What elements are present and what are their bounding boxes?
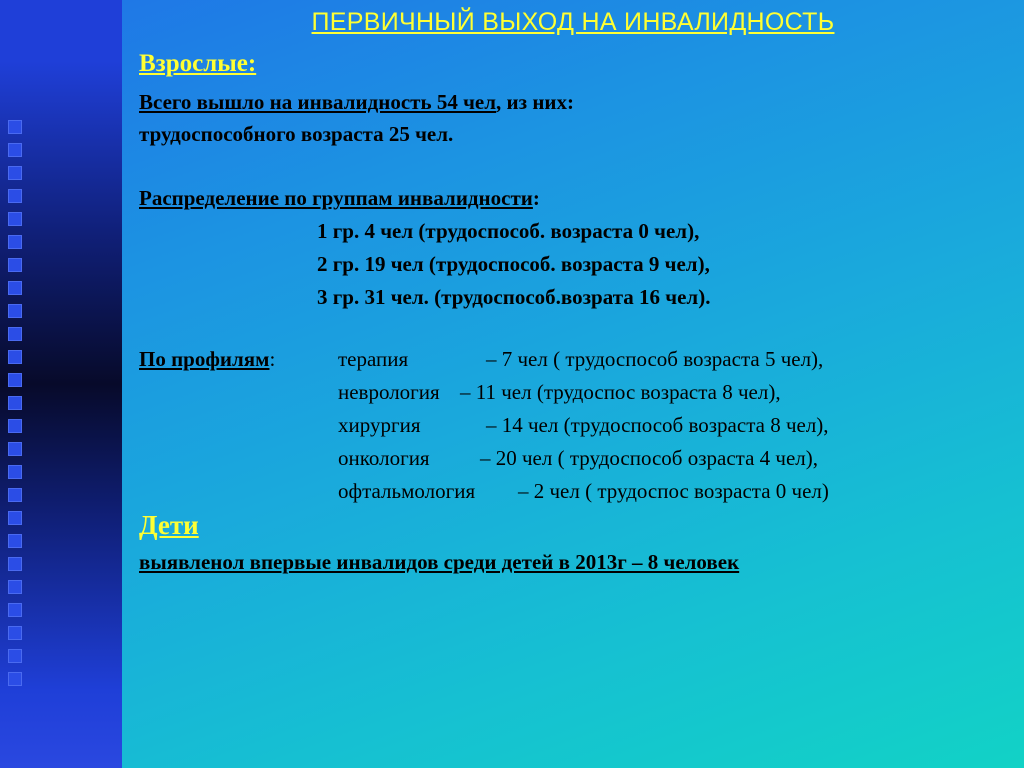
groups-heading-colon: :: [532, 186, 540, 210]
adults-total: [139, 90, 574, 115]
decorative-squares: [8, 120, 26, 695]
group-line-2: 2 гр. 19 чел (трудоспособ. возраста 9 чел),: [317, 252, 710, 276]
profiles-heading-text: По профилям: [139, 347, 270, 371]
adults-total-suffix: , из них:: [496, 90, 575, 114]
profile-detail-ophthalmology: – 2 чел ( трудоспос возраста 0 чел): [518, 479, 829, 503]
groups-heading-text: Распределение по группам инвалидности: [139, 186, 533, 210]
children-heading: Дети: [139, 510, 199, 540]
adults-total-prefix: Всего вышло на инвалидность 54 чел: [139, 90, 497, 114]
profile-detail-oncology: – 20 чел ( трудоспособ озраста 4 чел),: [480, 446, 819, 470]
group-line-1: 1 гр. 4 чел (трудоспособ. возраста 0 чел),: [317, 219, 700, 243]
slide-title: ПЕРВИЧНЫЙ ВЫХОД НА ИНВАЛИДНОСТЬ: [311, 8, 835, 36]
profile-detail-therapy: – 7 чел ( трудоспособ возраста 5 чел),: [486, 347, 824, 371]
profiles-heading-colon: :: [269, 347, 276, 371]
profile-name-oncology: онкология: [338, 446, 430, 470]
profile-name-neurology: неврология: [338, 380, 440, 404]
slide-content: [122, 0, 1024, 768]
profile-detail-surgery: – 14 чел (трудоспособ возраста 8 чел),: [486, 413, 829, 437]
adults-working-age: трудоспособного возраста 25 чел.: [139, 122, 454, 146]
group-line-3: 3 гр. 31 чел. (трудоспособ.возрата 16 чел).: [317, 285, 711, 309]
adults-heading: Взрослые:: [139, 50, 257, 77]
profile-name-surgery: хирургия: [338, 413, 421, 437]
groups-heading: [139, 186, 540, 211]
children-text: выявленол впервые инвалидов среди детей в 2013г – 8 человек: [139, 550, 740, 574]
profile-name-therapy: терапия: [338, 347, 409, 371]
profiles-heading: [139, 347, 275, 372]
profile-detail-neurology: – 11 чел (трудоспос возраста 8 чел),: [460, 380, 781, 404]
profile-name-ophthalmology: офтальмология: [338, 479, 476, 503]
decorative-side-strip: [0, 0, 122, 768]
